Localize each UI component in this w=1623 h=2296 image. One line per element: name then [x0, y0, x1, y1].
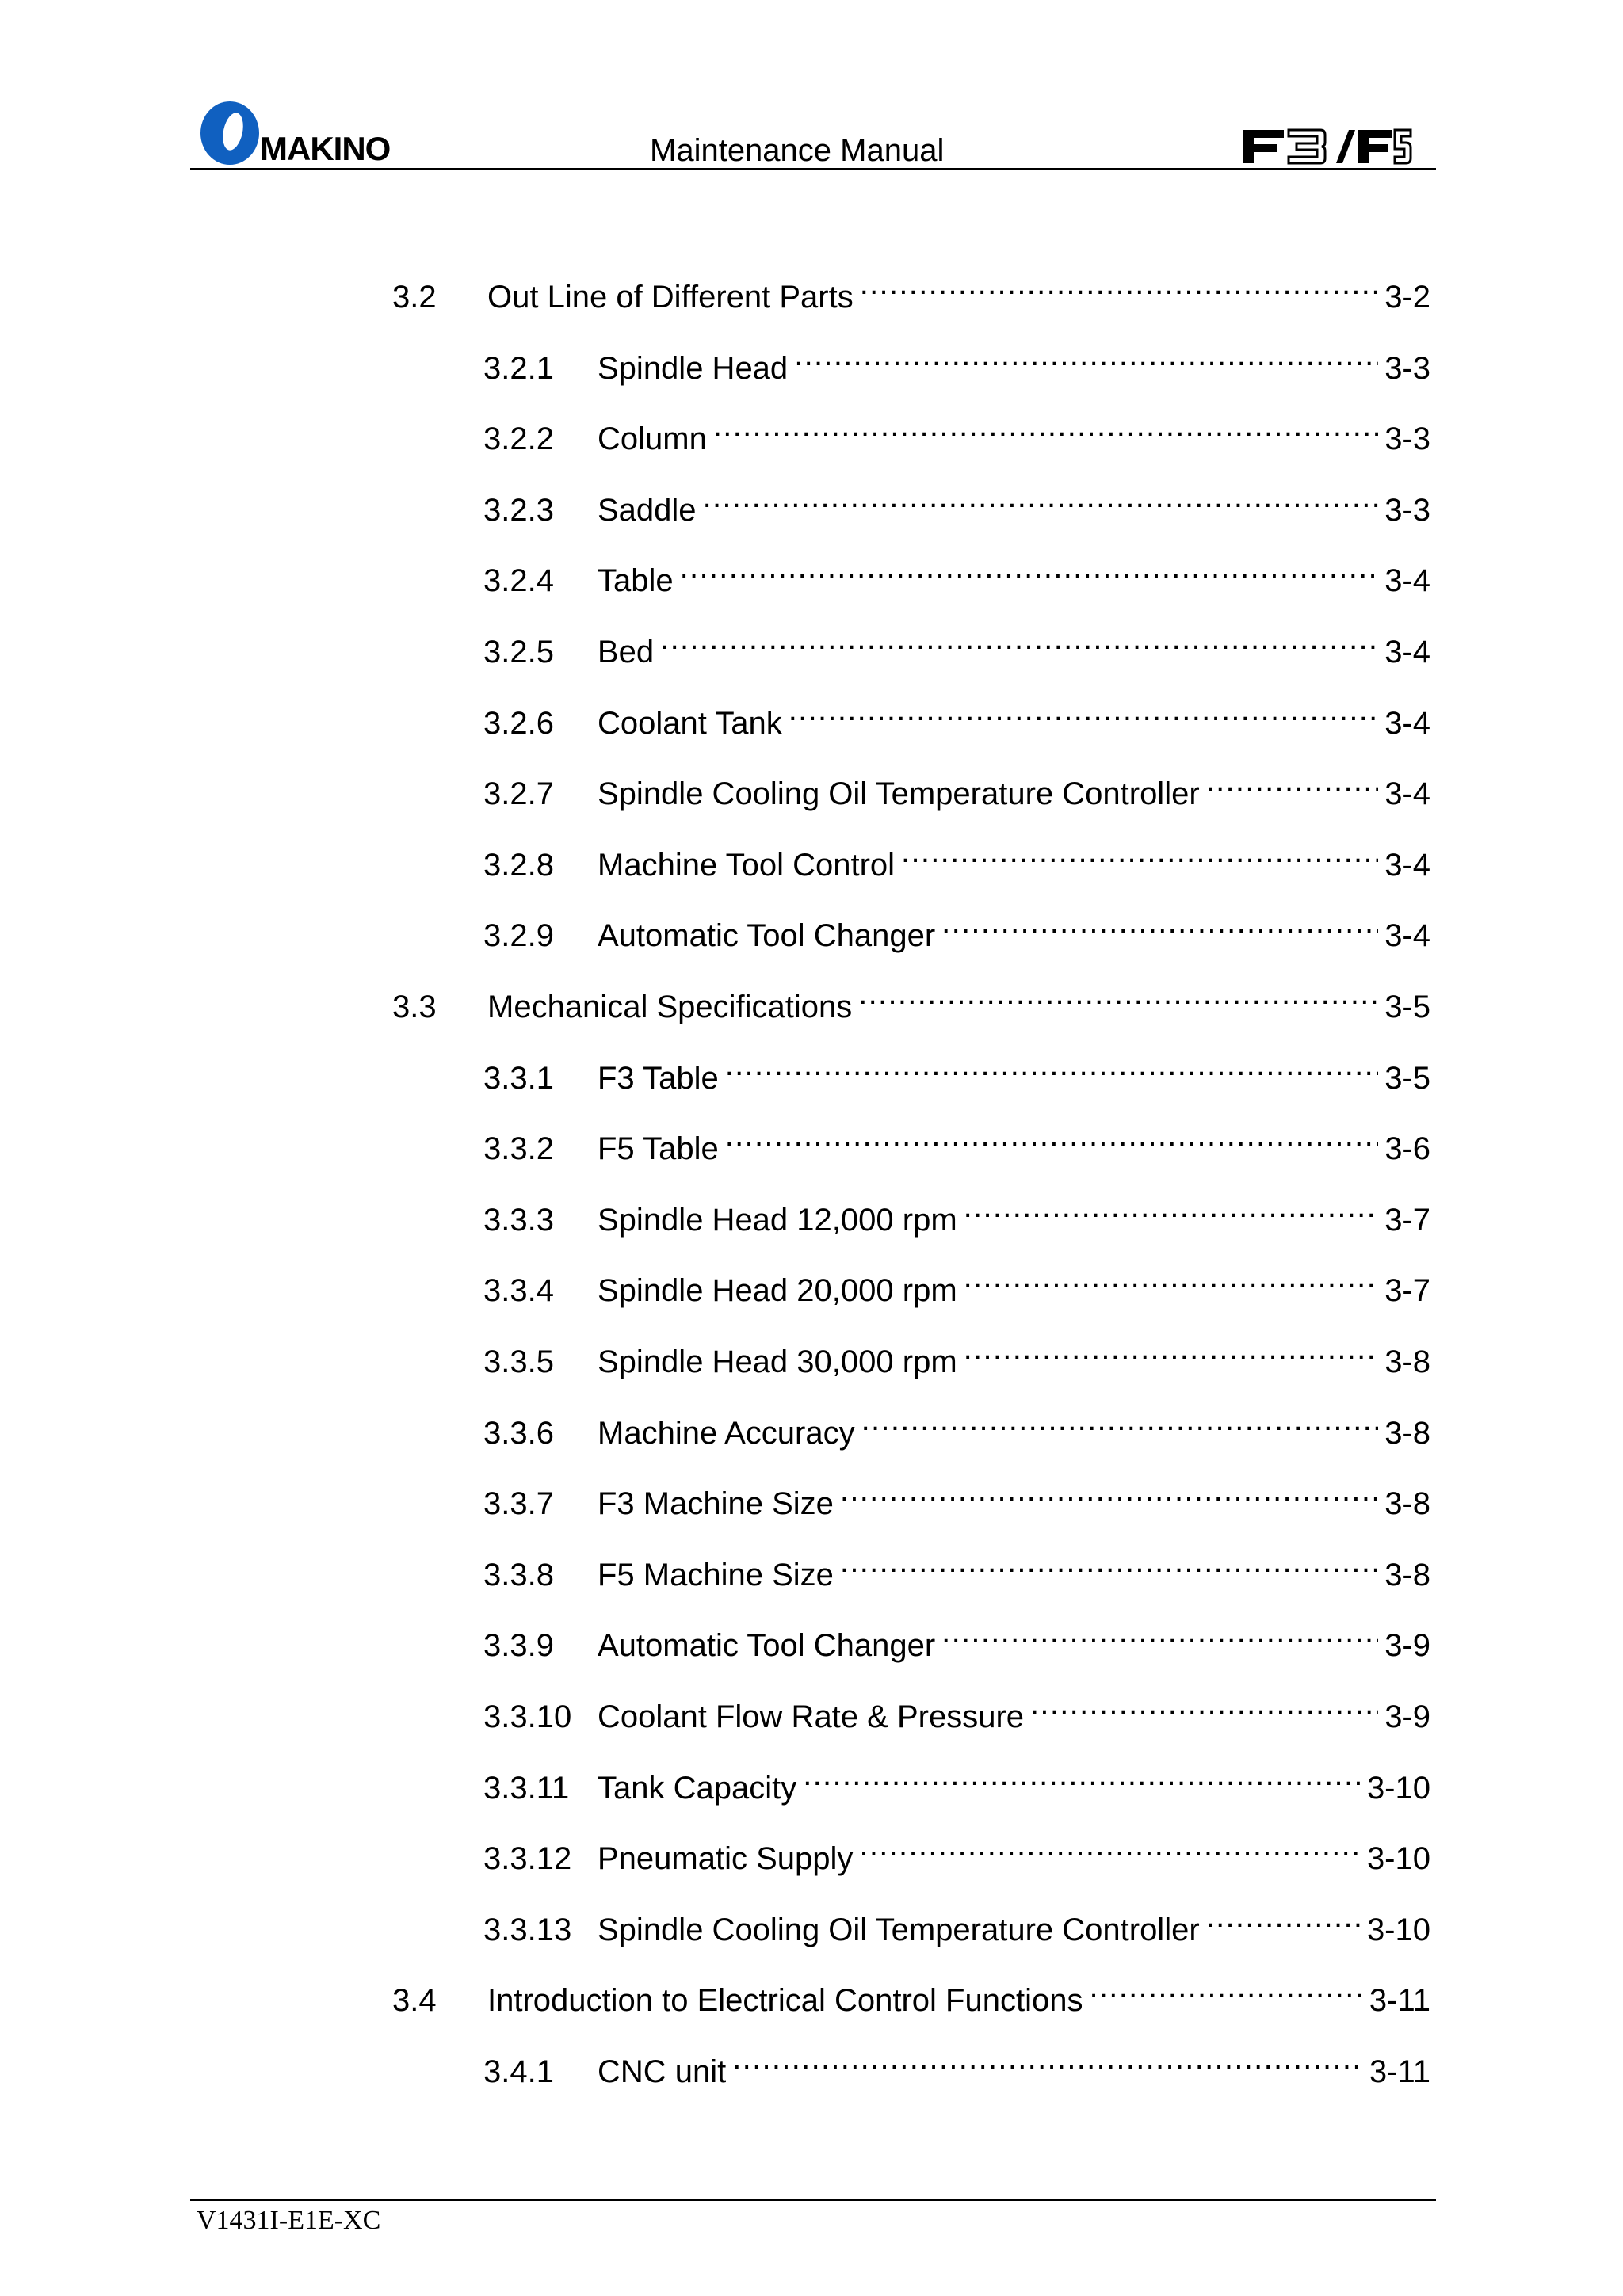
- toc-entry-page: 3-3: [1384, 421, 1430, 456]
- toc-entry-number: 3.3.4: [483, 1273, 554, 1308]
- toc-entry-page: 3-3: [1384, 493, 1430, 528]
- toc-entry[interactable]: [483, 1893, 1430, 1947]
- toc-dot-leader: [1206, 1893, 1361, 1940]
- toc-entry-page: 3-3: [1384, 351, 1430, 386]
- toc-entry-page: 3-7: [1384, 1203, 1430, 1238]
- toc-entry-page: 3-5: [1384, 1061, 1430, 1096]
- toc-entry-number: 3.3.1: [483, 1061, 554, 1096]
- document-title: Maintenance Manual: [650, 133, 945, 168]
- toc-dot-leader: [789, 686, 1378, 734]
- toc-entry-page: 3-4: [1384, 635, 1430, 669]
- toc-entry[interactable]: [392, 970, 1430, 1024]
- toc-entry-title: F3 Machine Size: [598, 1486, 834, 1521]
- toc-dot-leader: [964, 1183, 1379, 1230]
- toc-dot-leader: [840, 1538, 1378, 1585]
- toc-entry-page: 3-4: [1384, 918, 1430, 953]
- toc-dot-leader: [1089, 1963, 1362, 2011]
- toc-entry-number: 3.2.7: [483, 776, 554, 811]
- toc-entry-title: Machine Accuracy: [598, 1416, 855, 1451]
- toc-entry-title: Tank Capacity: [598, 1771, 797, 1806]
- toc-dot-leader: [964, 1325, 1379, 1372]
- toc-entry[interactable]: [483, 1041, 1430, 1096]
- toc-entry-number: 3.2.1: [483, 351, 554, 386]
- toc-entry-number: 3.2.8: [483, 848, 554, 883]
- toc-entry-number: 3.3.7: [483, 1486, 554, 1521]
- toc-entry-title: F5 Machine Size: [598, 1558, 834, 1592]
- toc-entry-title: Column: [598, 421, 707, 456]
- toc-entry[interactable]: [483, 473, 1430, 528]
- toc-entry-number: 3.2.2: [483, 421, 554, 456]
- toc-entry-number: 3.3.9: [483, 1628, 554, 1663]
- toc-entry[interactable]: [483, 828, 1430, 883]
- toc-entry-title: Spindle Head: [598, 351, 789, 386]
- toc-entry-number: 3.3.8: [483, 1558, 554, 1592]
- toc-entry-title: Table: [598, 563, 674, 598]
- toc-entry[interactable]: [483, 1538, 1430, 1592]
- document-code: V1431I-E1E-XC: [197, 2206, 381, 2235]
- toc-entry-number: 3.3.3: [483, 1203, 554, 1238]
- toc-entry-number: 3.3: [392, 990, 437, 1024]
- toc-dot-leader: [725, 1112, 1378, 1159]
- toc-dot-leader: [1030, 1680, 1378, 1727]
- toc-entry[interactable]: [483, 1466, 1430, 1521]
- toc-entry-page: 3-8: [1384, 1344, 1430, 1379]
- toc-entry-title: Coolant Tank: [598, 706, 782, 741]
- toc-entry[interactable]: [483, 2035, 1430, 2089]
- toc-entry[interactable]: [483, 1396, 1430, 1451]
- toc-entry-title: Bed: [598, 635, 655, 669]
- toc-dot-leader: [840, 1466, 1378, 1514]
- makino-logo: [198, 100, 404, 166]
- toc-entry-number: 3.3.12: [483, 1841, 572, 1876]
- toc-entry-page: 3-5: [1384, 990, 1430, 1024]
- toc-entry-number: 3.2.9: [483, 918, 554, 953]
- toc-dot-leader: [859, 1821, 1361, 1869]
- toc-entry-title: Automatic Tool Changer: [598, 918, 936, 953]
- toc-dot-leader: [680, 543, 1379, 591]
- toc-entry[interactable]: [483, 543, 1430, 598]
- toc-entry-page: 3-10: [1366, 1841, 1430, 1876]
- toc-entry-page: 3-2: [1384, 280, 1430, 315]
- toc-dot-leader: [964, 1253, 1379, 1301]
- toc-entry-number: 3.2.4: [483, 563, 554, 598]
- footer-divider: [190, 2199, 1436, 2201]
- toc-dot-leader: [732, 2035, 1363, 2082]
- toc-entry-page: 3-4: [1384, 776, 1430, 811]
- header-divider: [190, 168, 1436, 170]
- toc-dot-leader: [860, 260, 1378, 307]
- toc-entry-title: Spindle Cooling Oil Temperature Controller: [598, 776, 1200, 811]
- toc-entry-title: Coolant Flow Rate & Pressure: [598, 1699, 1025, 1734]
- toc-entry[interactable]: [483, 1608, 1430, 1663]
- toc-entry-number: 3.3.13: [483, 1913, 572, 1947]
- toc-entry-title: F3 Table: [598, 1061, 719, 1096]
- toc-entry[interactable]: [483, 686, 1430, 741]
- toc-entry[interactable]: [483, 1680, 1430, 1734]
- toc-entry[interactable]: [483, 1183, 1430, 1238]
- toc-entry-page: 3-4: [1384, 563, 1430, 598]
- toc-entry[interactable]: [483, 615, 1430, 669]
- toc-dot-leader: [901, 828, 1378, 875]
- toc-dot-leader: [794, 331, 1378, 379]
- toc-entry-number: 3.3.11: [483, 1771, 570, 1806]
- toc-entry[interactable]: [483, 1751, 1430, 1806]
- toc-entry-page: 3-10: [1366, 1913, 1430, 1947]
- toc-dot-leader: [803, 1751, 1361, 1798]
- toc-dot-leader: [713, 402, 1378, 449]
- toc-entry-page: 3-11: [1369, 1983, 1430, 2018]
- toc-entry[interactable]: [483, 1821, 1430, 1876]
- toc-entry-title: Spindle Head 12,000 rpm: [598, 1203, 957, 1238]
- toc-entry-title: Spindle Cooling Oil Temperature Controller: [598, 1913, 1200, 1947]
- toc-dot-leader: [858, 970, 1378, 1017]
- toc-entry-page: 3-11: [1369, 2054, 1430, 2089]
- toc-dot-leader: [660, 615, 1378, 662]
- toc-entry-title: Pneumatic Supply: [598, 1841, 854, 1876]
- toc-dot-leader: [941, 898, 1378, 946]
- model-logo: [1238, 125, 1412, 166]
- toc-dot-leader: [725, 1041, 1378, 1089]
- toc-entry[interactable]: [483, 331, 1430, 386]
- toc-entry-title: Out Line of Different Parts: [487, 280, 854, 315]
- page-header: [190, 93, 1434, 170]
- toc-entry-title: Introduction to Electrical Control Functions: [487, 1983, 1083, 2018]
- toc-entry-number: 3.2.5: [483, 635, 554, 669]
- toc-entry-page: 3-10: [1366, 1771, 1430, 1806]
- toc-entry-number: 3.3.5: [483, 1344, 554, 1379]
- toc-entry[interactable]: [483, 898, 1430, 953]
- toc-entry-page: 3-9: [1384, 1699, 1430, 1734]
- toc-entry-number: 3.4: [392, 1983, 437, 2018]
- toc-entry-page: 3-8: [1384, 1416, 1430, 1451]
- toc-entry[interactable]: [483, 1112, 1430, 1166]
- toc-entry-number: 3.4.1: [483, 2054, 554, 2089]
- toc-entry[interactable]: [483, 1253, 1430, 1308]
- toc-entry-title: Saddle: [598, 493, 697, 528]
- toc-entry[interactable]: [392, 260, 1430, 315]
- toc-entry-number: 3.3.10: [483, 1699, 572, 1734]
- toc-entry-page: 3-4: [1384, 848, 1430, 883]
- toc-dot-leader: [1206, 757, 1379, 804]
- toc-entry-number: 3.2: [392, 280, 437, 315]
- toc-dot-leader: [941, 1608, 1378, 1656]
- toc-entry-number: 3.2.6: [483, 706, 554, 741]
- toc-entry-page: 3-6: [1384, 1131, 1430, 1166]
- makino-logo-icon: [198, 100, 262, 166]
- toc-entry[interactable]: [392, 1963, 1430, 2018]
- toc-entry-title: Automatic Tool Changer: [598, 1628, 936, 1663]
- toc-entry-page: 3-8: [1384, 1558, 1430, 1592]
- toc-dot-leader: [703, 473, 1379, 521]
- toc-entry[interactable]: [483, 402, 1430, 456]
- toc-entry-title: Spindle Head 20,000 rpm: [598, 1273, 957, 1308]
- toc-entry-page: 3-9: [1384, 1628, 1430, 1663]
- toc-entry-number: 3.2.3: [483, 493, 554, 528]
- toc-entry-number: 3.3.2: [483, 1131, 554, 1166]
- toc-entry[interactable]: [483, 757, 1430, 811]
- toc-entry-number: 3.3.6: [483, 1416, 554, 1451]
- toc-entry-title: Mechanical Specifications: [487, 990, 853, 1024]
- toc-entry-page: 3-8: [1384, 1486, 1430, 1521]
- toc-entry-title: Spindle Head 30,000 rpm: [598, 1344, 957, 1379]
- toc-entry-title: CNC unit: [598, 2054, 727, 2089]
- toc-entry-page: 3-7: [1384, 1273, 1430, 1308]
- toc-entry-title: Machine Tool Control: [598, 848, 896, 883]
- toc-entry[interactable]: [483, 1325, 1430, 1379]
- toc-entry-title: F5 Table: [598, 1131, 719, 1166]
- toc-dot-leader: [861, 1396, 1379, 1444]
- toc-entry-page: 3-4: [1384, 706, 1430, 741]
- brand-name: MAKINO: [260, 130, 391, 167]
